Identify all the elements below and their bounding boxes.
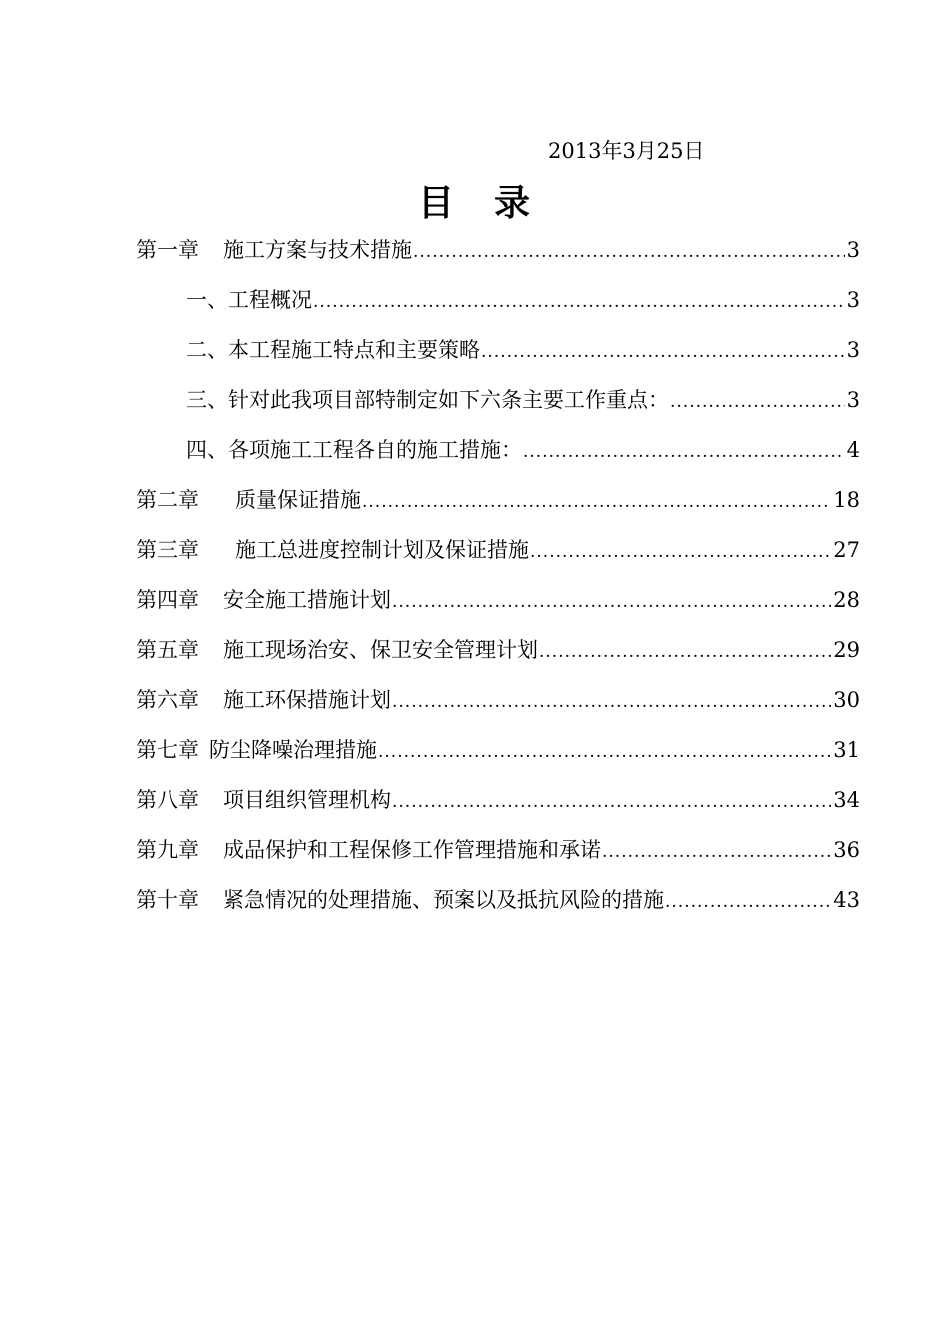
toc-entry-text	[136, 878, 664, 922]
toc-page-number: 3	[846, 388, 860, 412]
toc-entry-title: 施工环保措施计划	[223, 688, 391, 712]
toc-entry-title: 施工方案与技术措施	[223, 238, 412, 262]
toc-entry-title: 安全施工措施计划	[223, 588, 391, 612]
toc-chapter-number: 第二章	[136, 488, 199, 512]
toc-leader-dots	[481, 330, 845, 374]
toc-entry-text	[136, 828, 601, 872]
toc-page-number: 18	[833, 488, 860, 512]
toc-leader-dots	[665, 880, 831, 924]
toc-leader-dots	[539, 630, 831, 674]
toc-entry-chapter-8[interactable]	[136, 778, 860, 828]
toc-entry-section-1[interactable]	[136, 278, 860, 328]
toc-leader-dots	[392, 780, 831, 824]
toc-page-number: 43	[833, 888, 860, 912]
toc-entry-chapter-7[interactable]	[136, 728, 860, 778]
toc-entry-text	[136, 228, 412, 272]
toc-leader-dots	[602, 830, 831, 874]
toc-entry-text	[136, 578, 391, 622]
toc-page-number: 36	[833, 838, 860, 862]
toc-leader-dots	[392, 680, 831, 724]
toc-entry-chapter-4[interactable]	[136, 578, 860, 628]
toc-entry-title: 施工总进度控制计划及保证措施	[235, 538, 529, 562]
toc-leader-dots	[362, 480, 831, 524]
toc-entry-title: 一、工程概况	[186, 288, 312, 312]
toc-entry-text	[136, 528, 529, 572]
toc-entry-title: 紧急情况的处理措施、预案以及抵抗风险的措施	[223, 888, 664, 912]
toc-entry-chapter-6[interactable]	[136, 678, 860, 728]
toc-leader-dots	[670, 380, 845, 424]
toc-entry-title: 防尘降噪治理措施	[209, 738, 377, 762]
document-date: 2013年3月25日	[548, 139, 705, 163]
toc-entry-text	[136, 728, 377, 772]
page-title: 目 录	[417, 182, 532, 224]
toc-entry-title: 项目组织管理机构	[223, 788, 391, 812]
toc-leader-dots	[413, 230, 845, 274]
toc-page-number: 4	[846, 438, 860, 462]
toc-leader-dots	[392, 580, 831, 624]
toc-entry-chapter-10[interactable]	[136, 878, 860, 928]
toc-page-number: 28	[833, 588, 860, 612]
toc-chapter-number: 第六章	[136, 688, 199, 712]
toc-page-number: 34	[833, 788, 860, 812]
toc-page-number: 3	[846, 288, 860, 312]
toc-entry-title: 三、针对此我项目部特制定如下六条主要工作重点：	[186, 388, 669, 412]
toc-chapter-number: 第五章	[136, 638, 199, 662]
toc-entry-section-3[interactable]	[136, 378, 860, 428]
toc-chapter-number: 第七章	[136, 738, 199, 762]
toc-entry-chapter-2[interactable]	[136, 478, 860, 528]
toc-page-number: 3	[846, 338, 860, 362]
toc-entry-title: 四、各项施工工程各自的施工措施：	[186, 438, 522, 462]
toc-chapter-number: 第九章	[136, 838, 199, 862]
toc-leader-dots	[530, 530, 831, 574]
toc-leader-dots	[523, 430, 845, 474]
toc-chapter-number: 第四章	[136, 588, 199, 612]
toc-entry-chapter-3[interactable]	[136, 528, 860, 578]
toc-page-number: 29	[833, 638, 860, 662]
toc-entry-text	[136, 478, 361, 522]
toc-entry-title: 质量保证措施	[235, 488, 361, 512]
toc-chapter-number: 第三章	[136, 538, 199, 562]
toc-leader-dots	[378, 730, 831, 774]
toc-entry-title: 成品保护和工程保修工作管理措施和承诺	[223, 838, 601, 862]
toc-entry-chapter-9[interactable]	[136, 828, 860, 878]
toc-chapter-number: 第十章	[136, 888, 199, 912]
toc-entry-section-2[interactable]	[136, 328, 860, 378]
toc-page-number: 30	[833, 688, 860, 712]
toc-chapter-number: 第八章	[136, 788, 199, 812]
toc-entry-chapter-1[interactable]	[136, 228, 860, 278]
toc-entry-title: 二、本工程施工特点和主要策略	[186, 338, 480, 362]
toc-entry-text	[136, 678, 391, 722]
toc-entry-text	[136, 778, 391, 822]
toc-page-number: 27	[833, 538, 860, 562]
toc-page-number: 3	[846, 238, 860, 262]
toc-leader-dots	[313, 280, 845, 324]
table-of-contents	[136, 228, 860, 928]
toc-page-number: 31	[833, 738, 860, 762]
toc-chapter-number: 第一章	[136, 238, 199, 262]
toc-entry-text	[136, 628, 538, 672]
toc-entry-chapter-5[interactable]	[136, 628, 860, 678]
toc-entry-title: 施工现场治安、保卫安全管理计划	[223, 638, 538, 662]
toc-entry-section-4[interactable]	[136, 428, 860, 478]
